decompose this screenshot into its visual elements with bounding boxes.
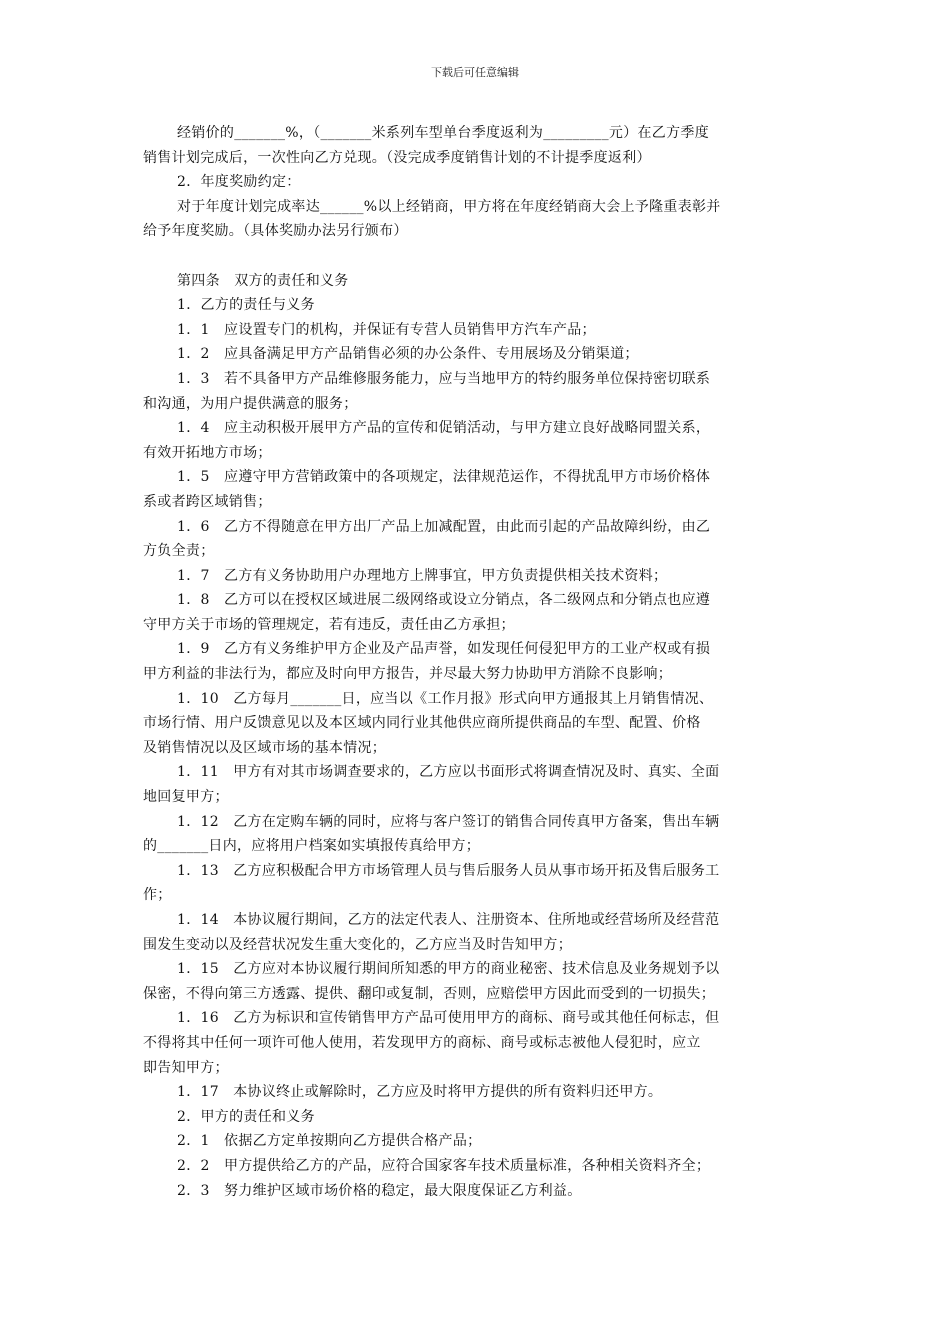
- clause-line: 甲方利益的非法行为，都应及时向甲方报告，并尽最大努力协助甲方消除不良影响；: [143, 666, 673, 683]
- clause-line: 作；: [143, 887, 172, 904]
- clause-line: 2．3 努力维护区域市场价格的稳定，最大限度保证乙方利益。: [177, 1182, 582, 1199]
- clause-line: 1．5 应遵守甲方营销政策中的各项规定，法律规范运作，不得扰乱甲方市场价格体: [177, 469, 711, 486]
- blank-line: [143, 244, 806, 269]
- clause-line: 1．7 乙方有义务协助用户办理地方上牌事宜，甲方负责提供相关技术资料；: [177, 567, 668, 584]
- clause-line: 系或者跨区域销售；: [143, 493, 272, 510]
- clause-line: 1．3 若不具备甲方产品维修服务能力，应与当地甲方的特约服务单位保持密切联系: [177, 370, 711, 387]
- clause-line: 1．15 乙方应对本协议履行期间所知悉的甲方的商业秘密、技术信息及业务规划予以: [177, 961, 720, 978]
- clause-line: 1．1 应设置专门的机构，并保证有专营人员销售甲方汽车产品；: [177, 321, 596, 338]
- paragraph-line: 经销价的_______%，（_______米系列车型单台季度返利为_________元）在乙方季度: [177, 125, 710, 141]
- clause-line: 及销售情况以及区域市场的基本情况；: [143, 739, 387, 756]
- clause-line: 1．12 乙方在定购车辆的同时，应将与客户签订的销售合同传真甲方备案，售出车辆: [177, 813, 720, 830]
- clause-line: 1．17 本协议终止或解除时，乙方应及时将甲方提供的所有资料归还甲方。: [177, 1084, 663, 1101]
- clause-line: 1．16 乙方为标识和宣传销售甲方产品可使用甲方的商标、商号或其他任何标志，但: [177, 1010, 720, 1027]
- clause-line: 市场行情、用户反馈意见以及本区域内同行业其他供应商所提供商品的车型、配置、价格: [143, 715, 701, 732]
- section-heading: 2．甲方的责任和义务: [177, 1108, 315, 1125]
- clause-line: 1．2 应具备满足甲方产品销售必须的办公条件、专用展场及分销渠道；: [177, 346, 639, 363]
- article-heading: 第四条 双方的责任和义务: [177, 272, 349, 289]
- clause-line: 方负全责；: [143, 543, 215, 560]
- clause-line: 有效开拓地方市场；: [143, 444, 272, 461]
- clause-line: 1．10 乙方每月_______日，应当以《工作月报》形式向甲方通报其上月销售情况、: [177, 690, 714, 707]
- clause-line: 守甲方关于市场的管理规定，若有违反，责任由乙方承担；: [143, 616, 515, 633]
- page-header: 下载后可任意编辑: [431, 66, 519, 79]
- clause-line: 1．9 乙方有义务维护甲方企业及产品声誉，如发现任何侵犯甲方的工业产权或有损: [177, 641, 711, 658]
- clause-line: 不得将其中任何一项许可他人使用，若发现甲方的商标、商号或标志被他人侵犯时，应立: [143, 1034, 701, 1051]
- clause-line: 1．8 乙方可以在授权区域进展二级网络或设立分销点，各二级网点和分销点也应遵: [177, 592, 711, 609]
- clause-line: 1．14 本协议履行期间，乙方的法定代表人、注册资本、住所地或经营场所及经营范: [177, 912, 720, 928]
- clause-line: 围发生变动以及经营状况发生重大变化的，乙方应当及时告知甲方；: [143, 936, 572, 953]
- clause-line: 地回复甲方；: [143, 789, 229, 806]
- clause-line: 2．2 甲方提供给乙方的产品，应符合国家客车技术质量标准，各种相关资料齐全；: [177, 1157, 711, 1174]
- clause-line: 即告知甲方；: [143, 1059, 229, 1076]
- clause-line: 1．13 乙方应积极配合甲方市场管理人员与售后服务人员从事市场开拓及售后服务工: [177, 862, 720, 879]
- paragraph-line: 给予年度奖励。（具体奖励办法另行颁布）: [143, 223, 408, 240]
- clause-line: 1．11 甲方有对其市场调查要求的，乙方应以书面形式将调查情况及时、真实、全面: [177, 764, 720, 781]
- paragraph-line: 销售计划完成后，一次性向乙方兑现。（没完成季度销售计划的不计提季度返利）: [143, 149, 651, 166]
- document-body: [143, 121, 806, 1203]
- clause-line: 保密，不得向第三方透露、提供、翻印或复制，否则，应赔偿甲方因此而受到的一切损失；: [143, 985, 715, 1002]
- clause-line: 1．4 应主动积极开展甲方产品的宣传和促销活动，与甲方建立良好战略同盟关系，: [177, 420, 711, 437]
- clause-line: 和沟通，为用户提供满意的服务；: [143, 395, 358, 412]
- paragraph-line: 对于年度计划完成率达______%以上经销商，甲方将在年度经销商大会上予隆重表彰并: [177, 198, 721, 215]
- section-heading: 1．乙方的责任与义务: [177, 297, 315, 314]
- section-heading: 2．年度奖励约定：: [177, 174, 301, 191]
- clause-line: 的_______日内，应将用户档案如实填报传真给甲方；: [143, 838, 481, 855]
- clause-line: 1．6 乙方不得随意在甲方出厂产品上加减配置，由此而引起的产品故障纠纷，由乙: [177, 518, 711, 535]
- clause-line: 2．1 依据乙方定单按期向乙方提供合格产品；: [177, 1133, 482, 1150]
